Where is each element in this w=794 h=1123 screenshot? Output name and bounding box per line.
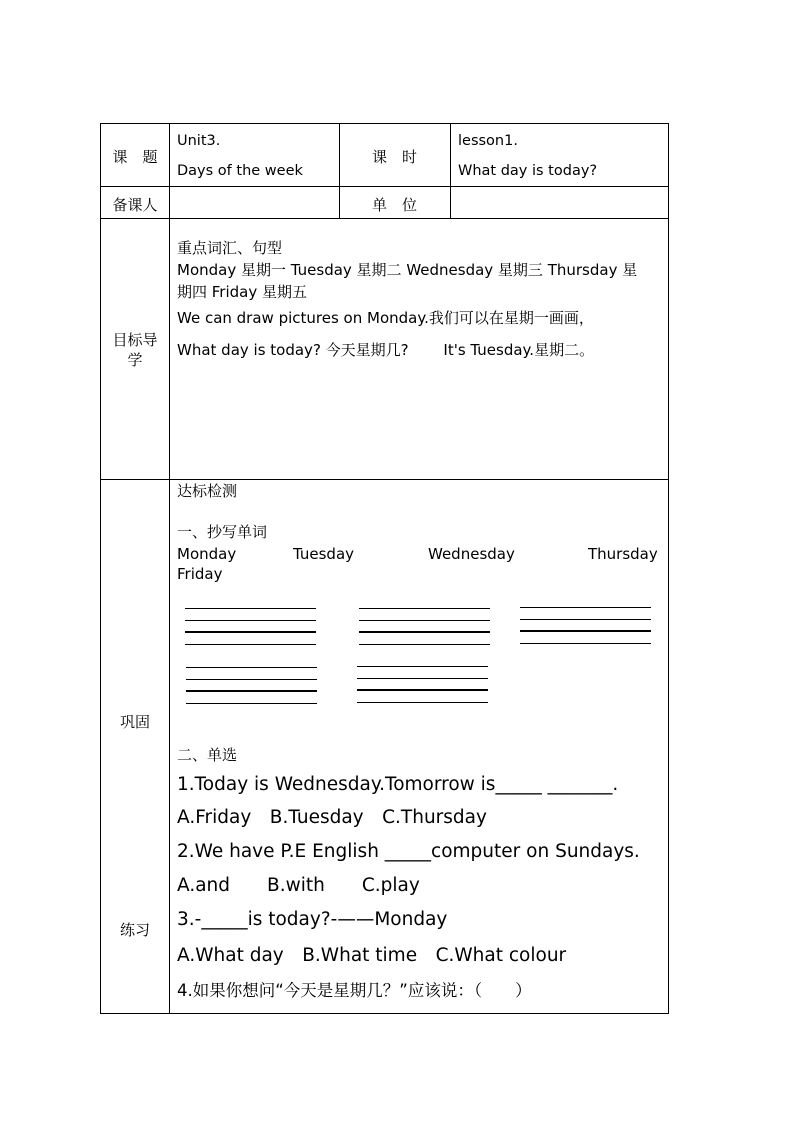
- row-divider: [101, 186, 668, 187]
- word-friday: Friday: [177, 565, 223, 583]
- writing-line: [186, 703, 317, 704]
- goals-label-line2: 学: [127, 351, 143, 369]
- goals-heading: 重点词汇、句型: [177, 239, 283, 257]
- lesson-plan-table: [100, 123, 669, 1014]
- unit-label: 单 位: [371, 196, 417, 214]
- writing-line: [520, 619, 651, 620]
- question-3-options: A.What day B.What time C.What colour: [177, 945, 567, 966]
- practice-label-top: 巩固: [119, 713, 150, 731]
- word-monday: Monday: [177, 545, 237, 563]
- column-divider: [169, 124, 170, 1013]
- question-1-options: A.Friday B.Tuesday C.Thursday: [177, 807, 487, 828]
- writing-line: [520, 607, 651, 608]
- word-thursday: Thursday: [588, 545, 658, 563]
- writing-line: [185, 644, 316, 645]
- goals-vocab-line2: 期四 Friday 星期五: [177, 283, 307, 301]
- word-wednesday: Wednesday: [428, 545, 515, 563]
- goals-sentence-2: What day is today? 今天星期几? It's Tuesday.星期二。: [177, 341, 595, 359]
- writing-line: [185, 620, 316, 621]
- lesson-title-line2: What day is today?: [458, 163, 598, 179]
- writing-line: [186, 667, 317, 668]
- multiple-choice-title: 二、单选: [177, 746, 238, 764]
- writing-line: [520, 643, 651, 644]
- writing-line: [359, 620, 490, 621]
- word-tuesday: Tuesday: [293, 545, 355, 563]
- topic-label: 课 题: [112, 148, 158, 166]
- row-divider: [101, 218, 668, 219]
- writing-line: [359, 608, 490, 609]
- practice-label-bottom: 练习: [119, 921, 150, 939]
- writing-line: [185, 631, 316, 633]
- question-2-options: A.and B.with C.play: [177, 875, 420, 896]
- writing-line: [186, 679, 317, 680]
- row-divider: [101, 479, 668, 480]
- writing-line: [186, 690, 317, 692]
- writing-line: [357, 678, 488, 679]
- writing-line: [359, 644, 490, 645]
- preparer-label: 备课人: [112, 196, 158, 214]
- unit-title-line2: Days of the week: [177, 163, 303, 179]
- copy-words-title: 一、抄写单词: [177, 523, 268, 541]
- question-1: 1.Today is Wednesday.Tomorrow is_____ _______.: [177, 774, 619, 795]
- writing-line: [357, 689, 488, 691]
- question-3: 3.-_____is today?-——Monday: [177, 909, 448, 930]
- writing-line: [357, 666, 488, 667]
- unit-title-line1: Unit3.: [177, 133, 221, 149]
- goals-sentence-1: We can draw pictures on Monday.我们可以在星期一画画，: [177, 309, 594, 327]
- question-4: 4.如果你想问“今天是星期几？”应该说：（ ）: [177, 981, 532, 1000]
- goals-vocab-line1: Monday 星期一 Tuesday 星期二 Wednesday 星期三 Thursday 星: [177, 261, 638, 279]
- question-2: 2.We have P.E English _____computer on Sundays.: [177, 841, 640, 862]
- writing-line: [357, 702, 488, 703]
- writing-line: [185, 608, 316, 609]
- writing-line: [359, 631, 490, 633]
- column-divider: [450, 124, 451, 218]
- lesson-title-line1: lesson1.: [458, 133, 518, 149]
- practice-heading: 达标检测: [177, 482, 238, 500]
- goals-label-line1: 目标导: [112, 331, 158, 349]
- writing-line: [520, 630, 651, 632]
- period-label: 课 时: [371, 148, 417, 166]
